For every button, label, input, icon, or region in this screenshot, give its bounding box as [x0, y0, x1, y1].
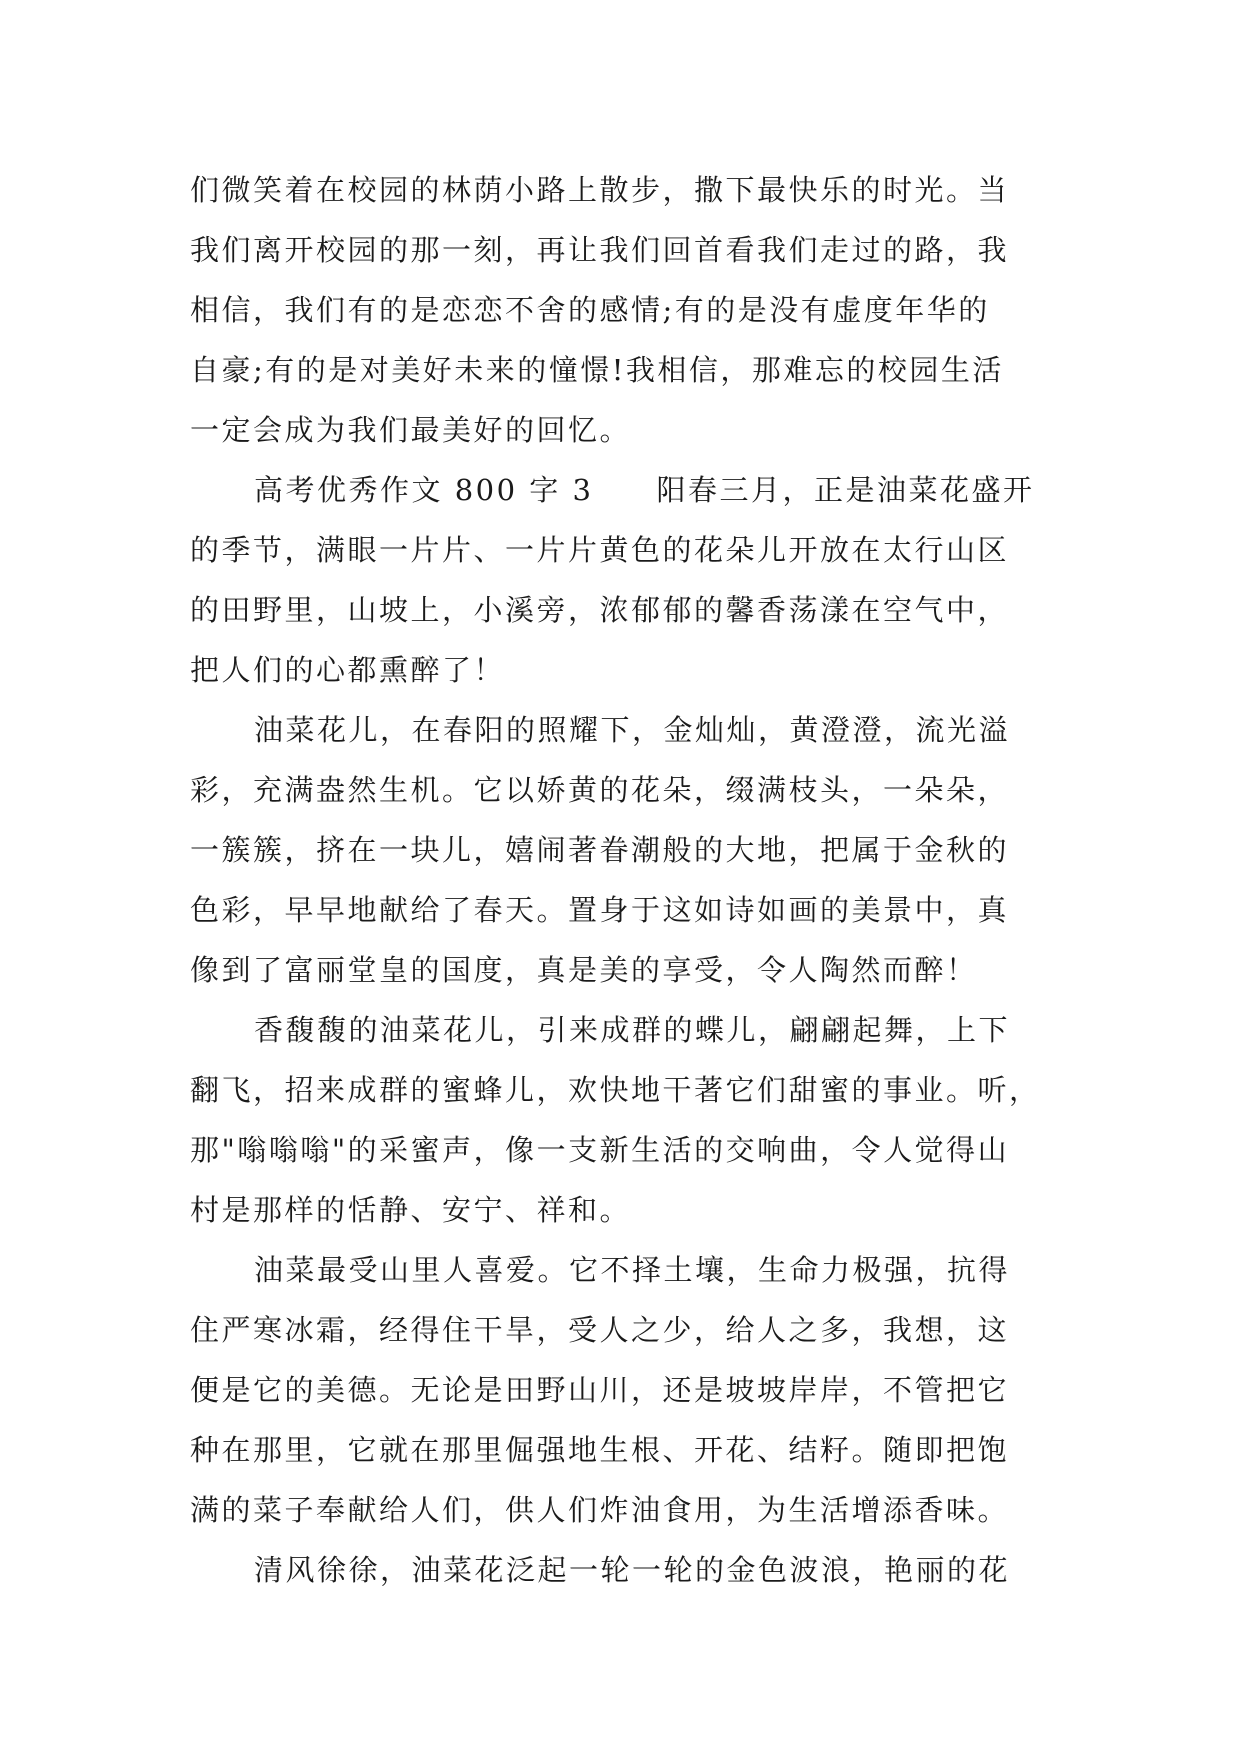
- essay-heading-line: 高考优秀作文 800 字 3 阳春三月，正是油菜花盛开: [254, 473, 1035, 507]
- text-line: 便是它的美德。无论是田野山川，还是坡坡岸岸，不管把它: [190, 1373, 1010, 1407]
- paragraph-start-line: 香馥馥的油菜花儿，引来成群的蝶儿，翩翩起舞，上下: [254, 1013, 1011, 1047]
- text-line: 村是那样的恬静、安宁、祥和。: [190, 1193, 632, 1227]
- text-line: 自豪;有的是对美好未来的憧憬!我相信，那难忘的校园生活: [190, 353, 1004, 387]
- paragraph-start-line: 清风徐徐，油菜花泛起一轮一轮的金色波浪，艳丽的花: [254, 1553, 1011, 1587]
- text-line: 把人们的心都熏醉了！: [190, 653, 506, 687]
- text-line: 色彩，早早地献给了春天。置身于这如诗如画的美景中，真: [190, 893, 1010, 927]
- text-line: 那"嗡嗡嗡"的采蜜声，像一支新生活的交响曲，令人觉得山: [190, 1133, 1010, 1167]
- text-line: 的季节，满眼一片片、一片片黄色的花朵儿开放在太行山区: [190, 533, 1010, 567]
- text-line: 一簇簇，挤在一块儿，嬉闹著眷潮般的大地，把属于金秋的: [190, 833, 1010, 867]
- text-line: 们微笑着在校园的林荫小路上散步，撒下最快乐的时光。当: [190, 173, 1010, 207]
- text-line: 满的菜子奉献给人们，供人们炸油食用，为生活增添香味。: [190, 1493, 1010, 1527]
- text-line: 像到了富丽堂皇的国度，真是美的享受，令人陶然而醉！: [190, 953, 978, 987]
- text-line: 的田野里，山坡上，小溪旁，浓郁郁的馨香荡漾在空气中，: [190, 593, 1010, 627]
- paragraph-start-line: 油菜花儿，在春阳的照耀下，金灿灿，黄澄澄，流光溢: [254, 713, 1011, 747]
- text-line: 种在那里，它就在那里倔强地生根、开花、结籽。随即把饱: [190, 1433, 1010, 1467]
- text-line: 一定会成为我们最美好的回忆。: [190, 413, 632, 447]
- text-line: 相信，我们有的是恋恋不舍的感情;有的是没有虚度年华的: [190, 293, 990, 327]
- text-line: 我们离开校园的那一刻，再让我们回首看我们走过的路，我: [190, 233, 1010, 267]
- paragraph-start-line: 油菜最受山里人喜爱。它不择土壤，生命力极强，抗得: [254, 1253, 1011, 1287]
- essay-text: [190, 160, 1060, 1600]
- text-line: 彩，充满盎然生机。它以娇黄的花朵，缀满枝头，一朵朵，: [190, 773, 1010, 807]
- text-line: 住严寒冰霜，经得住干旱，受人之少，给人之多，我想，这: [190, 1313, 1010, 1347]
- text-line: 翻飞，招来成群的蜜蜂儿，欢快地干著它们甜蜜的事业。听，: [190, 1073, 1041, 1107]
